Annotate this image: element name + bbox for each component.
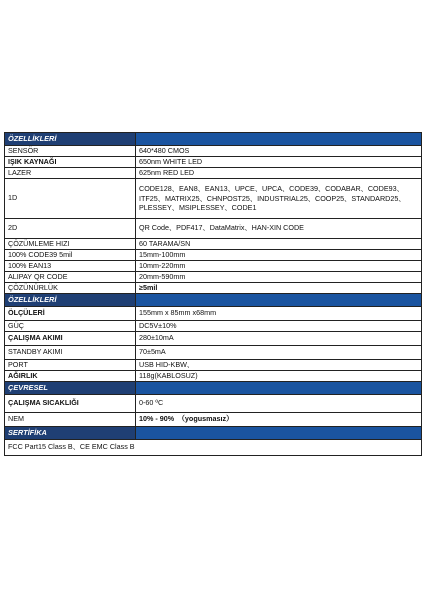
spec-key: ÖLÇÜLERİ <box>5 307 136 321</box>
spec-key: IŞIK KAYNAĞI <box>5 157 136 168</box>
spec-value: 20mm-590mm <box>136 272 422 283</box>
spec-row <box>5 261 422 272</box>
spec-value: 60 TARAMA/SN <box>136 239 422 250</box>
spec-value: 15mm-100mm <box>136 250 422 261</box>
spec-key: ALIPAY QR CODE <box>5 272 136 283</box>
spec-key: 100% EAN13 <box>5 261 136 272</box>
spec-value: 0-60 ºC <box>136 395 422 413</box>
section-header <box>5 133 422 146</box>
spec-value: USB HID-KBW、 <box>136 360 422 371</box>
section-title: SERTİFİKA <box>5 427 136 440</box>
spec-row <box>5 250 422 261</box>
spec-row <box>5 413 422 427</box>
spec-key: ÇÖZÜNÜRLÜK <box>5 283 136 294</box>
spec-row <box>5 157 422 168</box>
spec-row <box>5 307 422 321</box>
spec-key: ÇÖZÜMLEME HIZI <box>5 239 136 250</box>
spec-key: ÇALIŞMA SICAKLIĞI <box>5 395 136 413</box>
section-header-fill <box>136 133 422 146</box>
spec-row <box>5 179 422 219</box>
spec-value: 70±5mA <box>136 346 422 360</box>
spec-row <box>5 168 422 179</box>
spec-row <box>5 360 422 371</box>
spec-value: 625nm RED LED <box>136 168 422 179</box>
spec-row <box>5 371 422 382</box>
spec-value: DC5V±10% <box>136 321 422 332</box>
spec-row <box>5 146 422 157</box>
spec-key: GÜÇ <box>5 321 136 332</box>
section-header <box>5 427 422 440</box>
section-title: ÖZELLİKLERİ <box>5 133 136 146</box>
section-header <box>5 294 422 307</box>
spec-row <box>5 283 422 294</box>
spec-key: 1D <box>5 179 136 219</box>
spec-value: CODE128、EAN8、EAN13、UPCE、UPCA、CODE39、CODABAR、CODE93、ITF25、MATRIX25、CHNPOST25、INDUSTRIAL25、COOP25、STANDARD25、PLESSEY、MSIPLESSEY、CODE1 <box>136 179 422 219</box>
spec-row <box>5 346 422 360</box>
spec-value: ≥5mil <box>136 283 422 294</box>
spec-full-value: FCC Part15 Class B、CE EMC Class B <box>5 440 422 456</box>
spec-row <box>5 272 422 283</box>
spec-row <box>5 332 422 346</box>
section-header-fill <box>136 382 422 395</box>
spec-key: PORT <box>5 360 136 371</box>
spec-key: ÇALIŞMA AKIMI <box>5 332 136 346</box>
spec-row <box>5 440 422 456</box>
spec-key: NEM <box>5 413 136 427</box>
spec-value: QR Code、PDF417、DataMatrix、HAN-XIN CODE <box>136 219 422 239</box>
spec-row <box>5 239 422 250</box>
spec-row <box>5 395 422 413</box>
spec-value: 650nm WHITE LED <box>136 157 422 168</box>
spec-value: 640*480 CMOS <box>136 146 422 157</box>
section-header <box>5 382 422 395</box>
spec-key: STANDBY AKIMI <box>5 346 136 360</box>
section-header-fill <box>136 294 422 307</box>
section-header-fill <box>136 427 422 440</box>
section-title: ÖZELLİKLERİ <box>5 294 136 307</box>
spec-key: 100% CODE39 5mil <box>5 250 136 261</box>
spec-row <box>5 219 422 239</box>
spec-key: LAZER <box>5 168 136 179</box>
spec-value: 280±10mA <box>136 332 422 346</box>
spec-value: 10% - 90% （yogusmasız） <box>136 413 422 427</box>
spec-row <box>5 321 422 332</box>
spec-key: 2D <box>5 219 136 239</box>
spec-table <box>4 132 422 456</box>
spec-value: 10mm-220mm <box>136 261 422 272</box>
section-title: ÇEVRESEL <box>5 382 136 395</box>
spec-value: 118g(KABLOSUZ) <box>136 371 422 382</box>
spec-value: 155mm x 85mm x68mm <box>136 307 422 321</box>
spec-key: AĞIRLIK <box>5 371 136 382</box>
spec-key: SENSÖR <box>5 146 136 157</box>
